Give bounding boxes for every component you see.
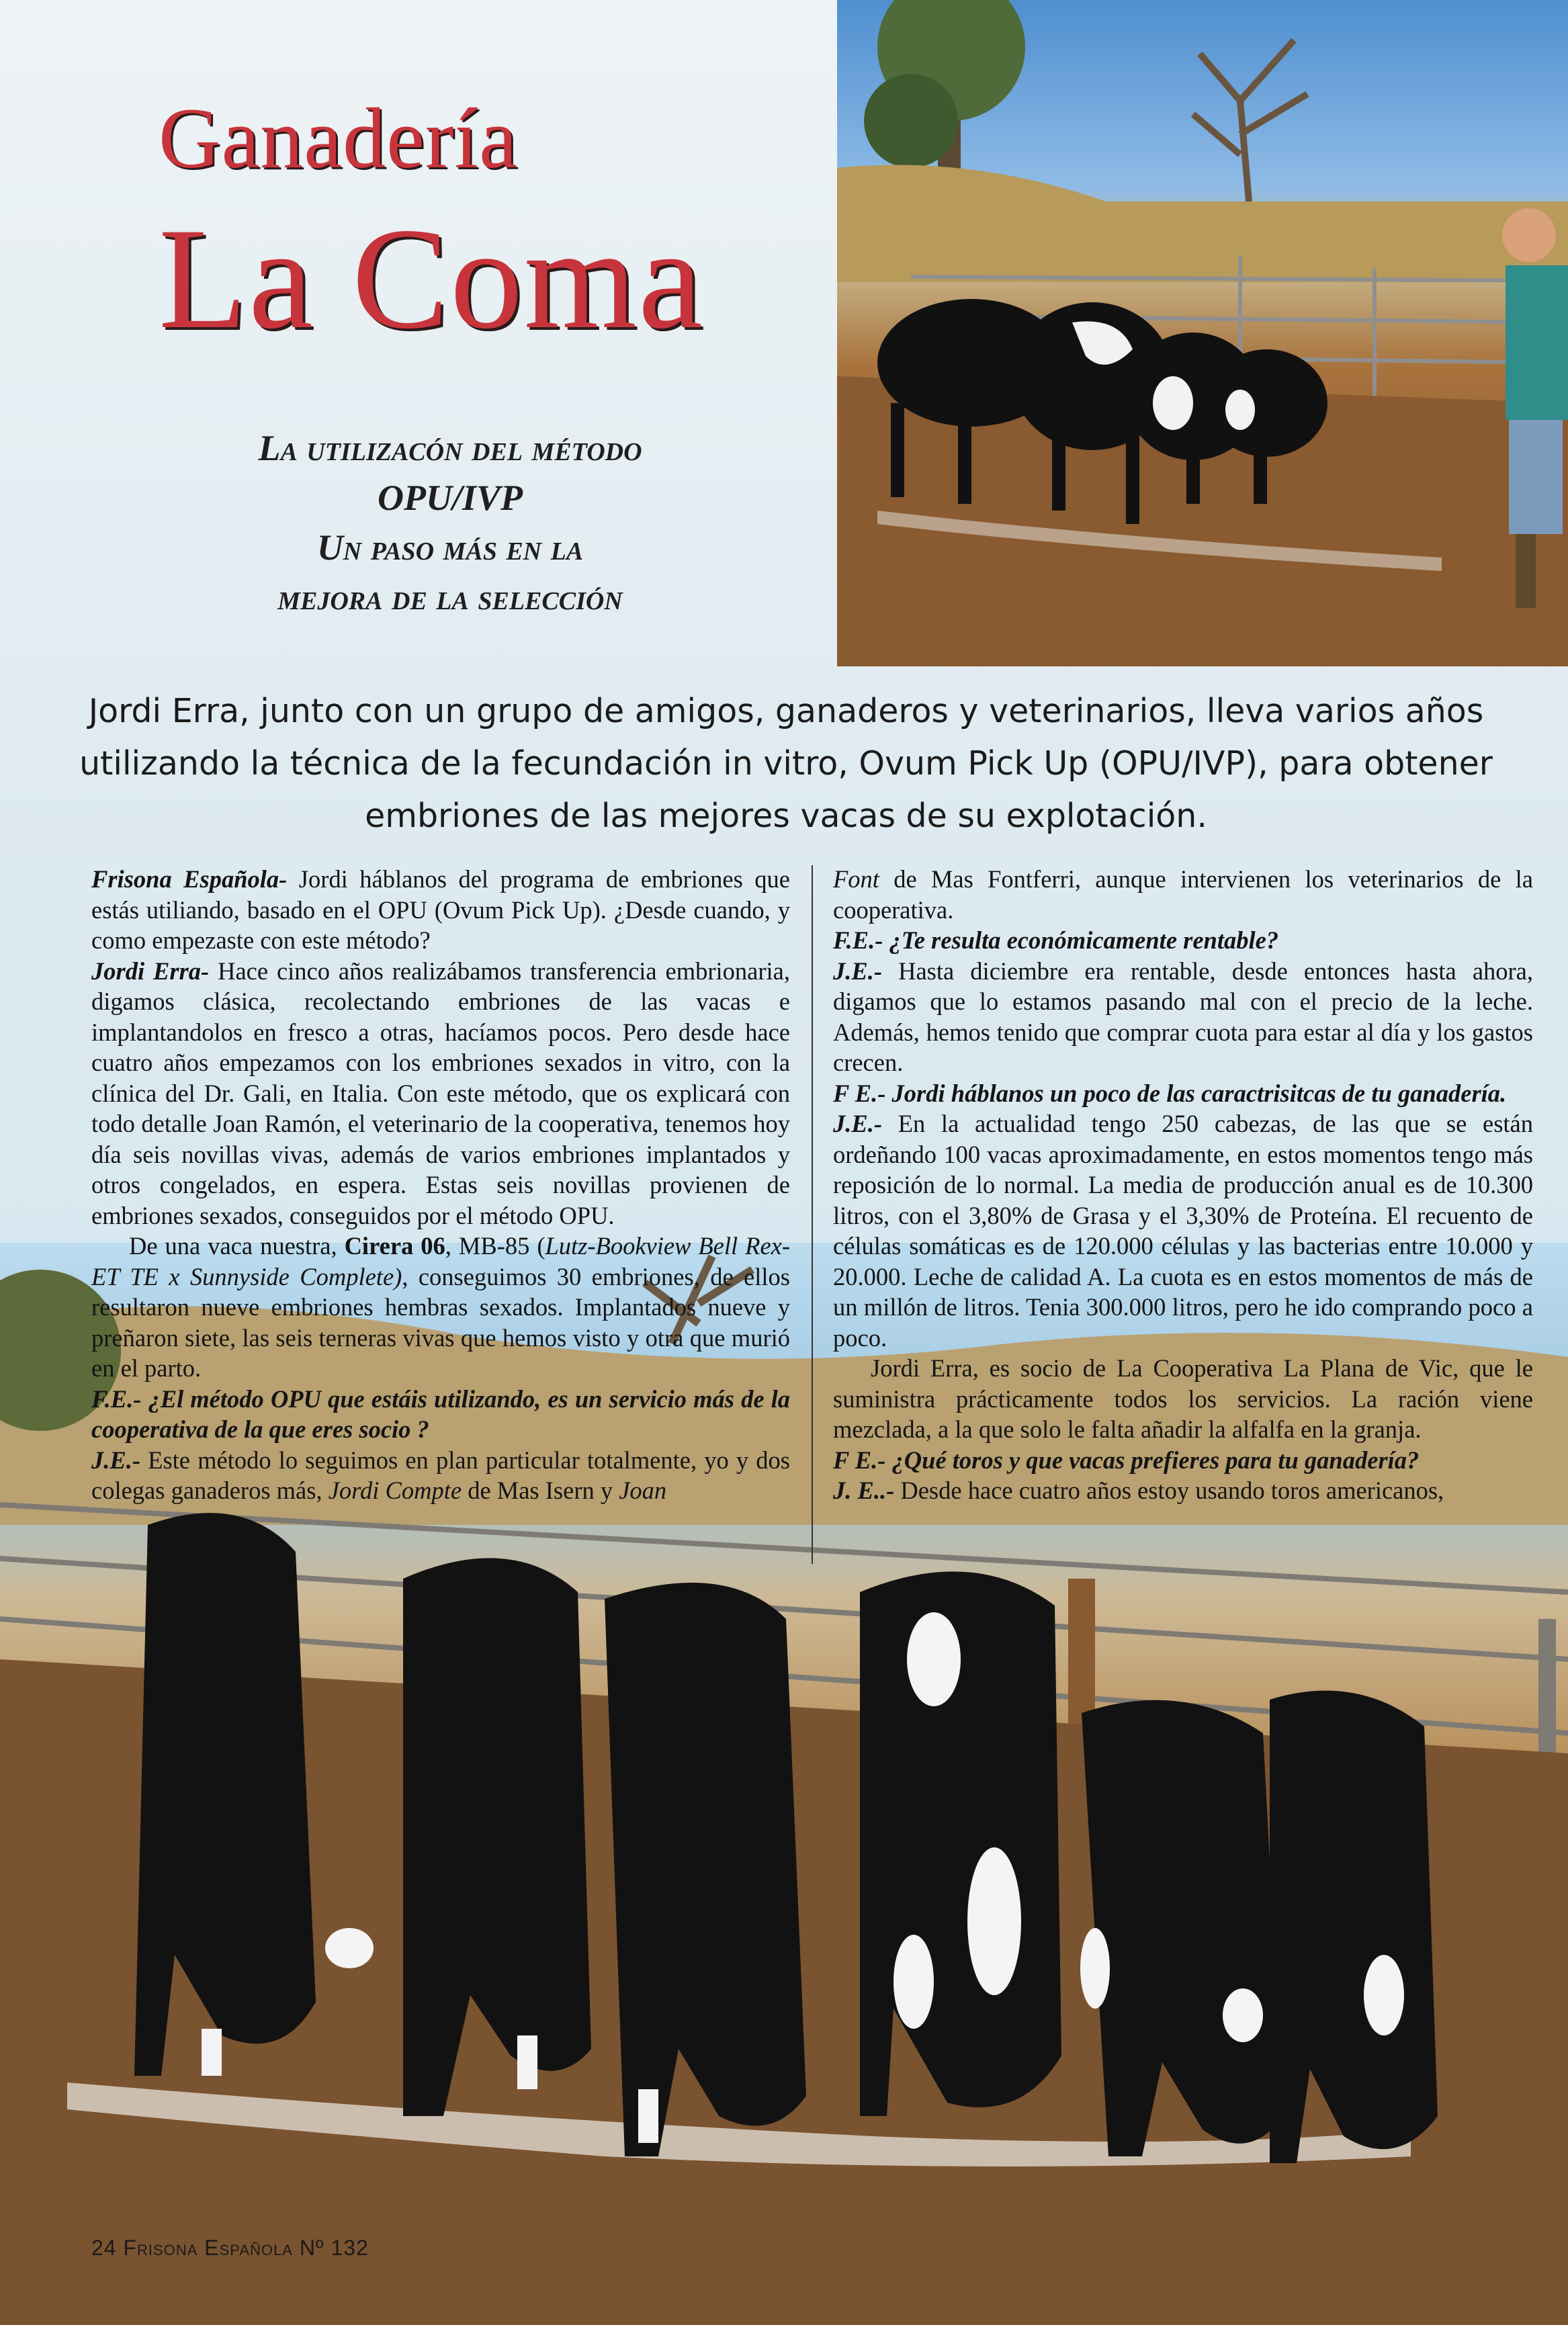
subtitle-line-1: La utilizacón del método [258,428,642,468]
page-number: 24 [91,2236,117,2260]
speaker-label: Frisona Española- [91,865,288,893]
title-la-coma: La Coma [159,198,704,359]
paragraph-text: Hace cinco años realizábamos transferencia embrionaria, digamos clásica, recolectando embriones de las vacas e implantandolos en fresco a otras, hacíamos pocos. Pero desde hace cuatro años empezamos con los embriones sexados in vitro, con la clínica del Dr. Gali, en Italia. Con este método, que os explicará con todo detalle Joan Ramón, el veterinario de la cooperativa, tenemos hoy día seis novillas vivas, además de varios embriones implantados y otros congelados, en espera. Estas seis novillas provienen de embriones sexados, conseguidos por el método OPU. [91,957,790,1229]
question-4: F E.- ¿Qué toros y que vacas prefieres para tu ganadería? [833,1446,1420,1474]
speaker-label: Jordi Erra- [91,957,210,985]
magazine-name: Frisona Española [123,2236,293,2260]
paragraph-text: de Mas Fontferri, aunque intervienen los veterinarios de la cooperativa. [833,865,1533,924]
subtitle [107,423,793,622]
subtitle-line-3: Un paso más en la [316,527,584,568]
paragraph-text: Este método lo seguimos en plan particular totalmente, yo y dos colegas ganaderos más, [91,1446,790,1504]
paragraph-text: , conseguimos 30 embriones, de ellos resultaron nueve embriones hembras sexados. Implantados nueve y preñaron siete, las seis terneras vivas que hemos visto y otra que murió en el parto. [91,1262,790,1382]
paragraph-text: , MB-85 ( [445,1232,546,1260]
subtitle-line-4: mejora de la selección [277,577,623,617]
person-name: Jordi Compte [328,1477,462,1504]
article-column-left [91,864,790,1506]
issue-number: Nº 132 [299,2236,369,2260]
lead-paragraph: Jordi Erra, junto con un grupo de amigos, ganaderos y veterinarios, lleva varios años utilizando la técnica de la fecundación in vitro, Ovum Pick Up (OPU/IVP), para obtener embriones de las mejores vacas de su explotación. [79,692,1493,835]
speaker-label: J.E.- [91,1446,140,1474]
subtitle-line-2: OPU/IVP [378,478,523,518]
speaker-label: J.E.- [833,957,882,985]
person-name: Joan [619,1477,667,1504]
answer-4 [833,1475,1533,1506]
paragraph-text: de Mas Isern y [462,1477,619,1504]
paragraph-text: Jordi háblanos del programa de embriones que estás utiliando, basado en el OPU (Ovum Pick Up). ¿Desde cuando, y como empezaste con este método? [91,865,790,954]
question-3: F E.- Jordi háblanos un poco de las caractrisitcas de tu ganadería. [833,1079,1507,1107]
question-1: F.E.- ¿El método OPU que estáis utilizando, es un servicio más de la cooperativa de la que eres socio ? [91,1385,790,1443]
question-2: F.E.- ¿Te resulta económicamente rentable? [833,926,1279,954]
paragraph-2 [91,956,790,1231]
cow-name: Cirera 06 [344,1232,445,1260]
paragraph-5 [91,1445,790,1506]
photo-calves-illustration [837,0,1568,666]
paragraph-text: De una vaca nuestra, [129,1232,345,1260]
pedigree: Lutz-Bookview Bell Rex-ET TE x Sunnyside Complete) [91,1232,790,1290]
person-name: Font [833,865,879,893]
paragraph-cooperative: Jordi Erra, es socio de La Cooperativa La Plana de Vic, que le suministra prácticamente todos los servicios. La ración viene mezclada, a la que solo le falta añadir la alfalfa en la granja. [833,1354,1533,1443]
paragraph-3 [91,1231,790,1384]
speaker-label: J.E.- [833,1110,882,1137]
paragraph-text: Desde hace cuatro años estoy usando toros americanos, [894,1477,1444,1504]
column-divider [812,865,813,1564]
page-footer [91,2236,369,2261]
speaker-label: J. E..- [833,1477,895,1504]
answer-3 [833,1108,1533,1353]
paragraph-1 [91,864,790,956]
paragraph-text: En la actualidad tengo 250 cabezas, de las que se están ordeñando 100 vacas aproximadamente, en estos momentos tengo más reposición de lo normal. La media de producción anual es de 10.300 litros, con el 3,80% de Grasa y el 3,30% de Proteína. El recuento de células somáticas es de 120.000 células y las bacterias entre 10.000 y 20.000. Leche de calidad A. La cuota es en estos momentos de más de un millón de litros. Tenia 300.000 litros, pero he ido comprando poco a poco. [833,1110,1533,1352]
answer-2 [833,956,1533,1078]
article-column-right [833,864,1533,1506]
photo-calves-and-farmer [837,0,1568,666]
paragraph-continued [833,864,1533,925]
paragraph-text: Hasta diciembre era rentable, desde entonces hasta ahora, digamos que lo estamos pasando mal con el precio de la leche. Además, hemos tenido que comprar cuota para estar al día y los gastos crecen. [833,957,1533,1076]
title-ganaderia: Ganadería [159,91,518,186]
